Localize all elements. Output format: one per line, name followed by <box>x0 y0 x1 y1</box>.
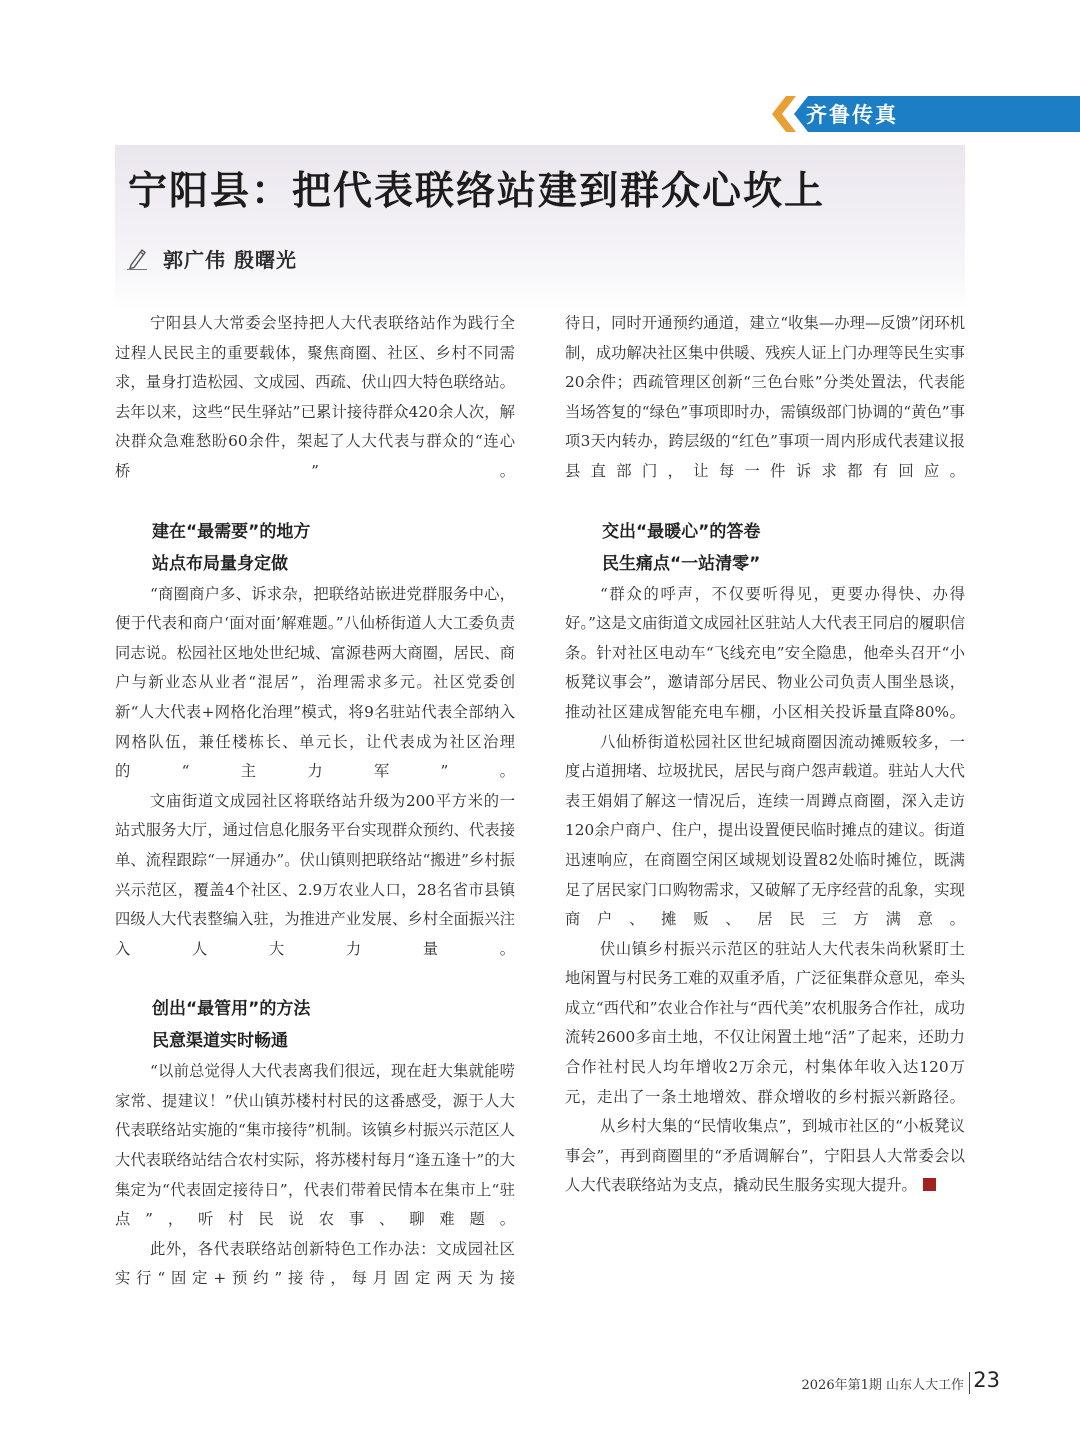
text-line: 直部门，让每一件诉求都有回应。 <box>590 461 965 480</box>
text-line: 闲置土地“活”了起来，还助力合作社村民人均年增 <box>565 1028 965 1077</box>
text-line: 收2万余元，村集体年收入达120万元，走出了一条 <box>565 1058 965 1106</box>
text-line: 约、代表接单、流程跟踪“一屏通办”。伏山镇则把 <box>115 821 515 869</box>
text-line: 架起了人大代表与群众的“连心桥”。 <box>115 432 516 480</box>
text-line: 社区实行“固定+预约”接待，每月固定两天为接 <box>115 1239 515 1288</box>
issue-info: 2026年第1期 山东人大工作 <box>801 1378 964 1393</box>
section2-heading-2: 民意渠道实时畅通 <box>152 1031 288 1052</box>
text-line: 农机服务合作社，成功流转2600多亩土地，不仅让 <box>565 998 965 1047</box>
section-tag-label: 齐鲁传真 <box>806 102 898 127</box>
text-line: 阳县人大常委会以人大代表联络站为支点，撬动民生 <box>565 1146 965 1195</box>
end-mark-icon <box>923 1178 936 1191</box>
text-line: 联络站“搬进”乡村振兴示范区，覆盖4个社区、2.9 <box>115 850 515 899</box>
text-line: 行全过程人民民主的重要载体，聚焦商圈、社区、乡 <box>115 314 515 362</box>
section2-heading-1: 创出“最管用”的方法 <box>152 999 311 1020</box>
section3-paragraph-2 <box>565 728 965 935</box>
text-line: 从乡村大集的“民情收集点”，到城市社区的 <box>600 1117 896 1136</box>
text-line: 八仙桥街道松园社区世纪城商圈因流动摊贩较 <box>600 732 918 751</box>
text-line: 伍，兼任楼栋长、单元长，让代表成为社区治理的 <box>115 732 515 781</box>
text-line: 待日，同时开通预约通道，建立“收集—办理—反 <box>565 314 896 332</box>
section-tag <box>772 96 1080 132</box>
text-line: 馈”闭环机制，成功解决社区集中供暖、残疾人证上 <box>565 314 965 362</box>
text-line: “群众的呼声，不仅要听得见，更要办得快、办 <box>600 584 950 603</box>
text-line: 多，一度占道拥堵、垃圾扰民，居民与商户怨声载 <box>565 732 965 781</box>
text-line: 就能唠家常、提建议！”伏山镇苏楼村村民的这番感 <box>115 1062 515 1110</box>
text-line: 伏山镇乡村振兴示范区的驻站人大代表朱尚秋紧 <box>600 939 934 958</box>
text-line: 意见，牵头成立“西代和”农业合作社与“西代美” <box>565 969 965 1017</box>
text-line: 文庙街道文成园社区将联络站升级为200平方米 <box>150 791 484 810</box>
text-line: 棚，小区相关投诉量直降80%。 <box>740 702 965 721</box>
text-line: 居”，治理需求多元。社区党委创新“人大代表+网 <box>115 673 515 721</box>
text-line: “小板凳议事会”，再到商圈里的“矛盾调解台”，宁 <box>565 1117 965 1165</box>
text-line: 物业公司负责人围坐恳谈，推动社区建成智能充电车 <box>565 673 965 721</box>
text-line: 村不同需求，量身打造松园、文成园、西疏、伏山四 <box>115 343 515 392</box>
text-line: 物需求，又破解了无序经营的乱象，实现商户、摊 <box>565 880 965 929</box>
section3-heading-1: 交出“最暖心”的答卷 <box>602 521 761 542</box>
text-line: 源巷两大商圈，居民、商户与新业态从业者“混 <box>115 643 515 692</box>
page-number: 23 <box>973 1368 1000 1392</box>
section1-paragraph-1 <box>115 580 515 787</box>
right-column <box>565 309 965 1201</box>
section1-heading-1: 建在“最需要”的地方 <box>152 521 311 542</box>
text-line: 宁阳县人大常委会坚持把人大代表联络站作为践 <box>150 314 484 332</box>
section3-paragraph-1 <box>565 580 965 728</box>
text-line: 服务实现大提升。 <box>794 1176 917 1195</box>
text-line: 门办理等民生实事20余件；西疏管理区创新“三色 <box>565 343 965 392</box>
text-line: 驻，为推进产业发展、乡村全面振兴注入人大力量。 <box>115 910 515 958</box>
text-line: 待日”，代表们带着民情本在集市上“驻点”，听村民 <box>115 1180 515 1229</box>
section3-heading-2: 民生痛点“一站清零” <box>602 553 761 574</box>
section2-paragraph-2-continued <box>565 309 965 487</box>
text-line: 台账”分类处置法，代表能当场答复的“绿色”事项 <box>565 373 965 421</box>
text-line: “以前总觉得人大代表离我们很远，现在赶大集 <box>150 1062 469 1081</box>
text-line: 办，跨层级的“红色”事项一周内形成代表建议报县 <box>565 432 965 480</box>
text-line: 蹲点商圈，深入走访120余户商户、住户，提出设置 <box>565 791 965 840</box>
left-column <box>115 309 515 1294</box>
text-line: “商圈商户多、诉求杂，把联络站嵌进党群服务 <box>150 584 469 603</box>
text-line: 街道人大工委负责同志说。松园社区地处世纪城、富 <box>115 614 515 662</box>
section3-paragraph-4 <box>565 1112 965 1201</box>
section1-paragraph-2 <box>115 787 515 965</box>
authors: 郭广伟 殷曙光 <box>163 248 297 272</box>
text-line: 万农业人口，28名省市县镇四级人大代表整编入 <box>115 880 515 929</box>
section2-paragraph-1 <box>115 1057 515 1235</box>
text-line: 说农事、聊难题。 <box>288 1210 515 1229</box>
text-line: 域规划设置82处临时摊位，既满足了居民家门口购 <box>565 850 965 899</box>
text-line: 大特色联络站。去年以来，这些“民生驿站”已累计 <box>115 373 515 421</box>
section3-paragraph-3 <box>565 935 965 1113</box>
text-line: 得好。”这是文庙街道文成园社区驻站人大代表王同 <box>565 584 965 633</box>
footer-divider <box>969 1372 970 1394</box>
text-line: 道。驻站人大代表王娟娟了解这一情况后，连续一周 <box>565 762 965 810</box>
text-line: 的一站式服务大厅，通过信息化服务平台实现群众预 <box>115 791 515 840</box>
text-line: 贩、居民三方满意。 <box>693 910 965 929</box>
section1-heading-2: 站点布局量身定做 <box>152 553 288 574</box>
text-line: 该镇乡村振兴示范区人大代表联络站结合农村实际， <box>115 1121 515 1170</box>
article-title: 宁阳县：把代表联络站建到群众心坎上 <box>128 169 826 214</box>
text-line: 盯土地闲置与村民务工难的双重矛盾，广泛征集群众 <box>565 939 965 988</box>
text-line: 中心，便于代表和商户‘面对面’解难题。”八仙桥 <box>115 584 515 633</box>
intro-paragraph <box>115 309 515 487</box>
text-line: 格化治理”模式，将9名驻站代表全部纳入网格队 <box>115 702 516 751</box>
text-line: 将苏楼村每月“逢五逢十”的大集定为“代表固定接 <box>115 1151 515 1199</box>
text-line: 受，源于人大代表联络站实施的“集市接待”机制。 <box>115 1091 515 1140</box>
text-line: 接待群众420余人次，解决群众急难愁盼60余件， <box>115 402 515 451</box>
text-line: 便民临时摊点的建议。街道迅速响应，在商圈空闲区 <box>565 821 965 869</box>
text-line: 土地增效、群众增收的乡村振兴新路径。 <box>677 1087 965 1106</box>
pen-icon <box>126 246 148 270</box>
text-line: 患，他牵头召开“小板凳议事会”，邀请部分居民、 <box>565 643 965 692</box>
section2-paragraph-2 <box>115 1235 515 1294</box>
text-line: “主力军”。 <box>181 762 515 781</box>
text-line: 启的履职信条。针对社区电动车“飞线充电”安全隐 <box>565 614 965 662</box>
text-line: 即时办，需镇级部门协调的“黄色”事项3天内转 <box>565 402 965 451</box>
page-footer <box>700 1368 1000 1396</box>
text-line: 此外，各代表联络站创新特色工作办法：文成园 <box>150 1239 484 1258</box>
